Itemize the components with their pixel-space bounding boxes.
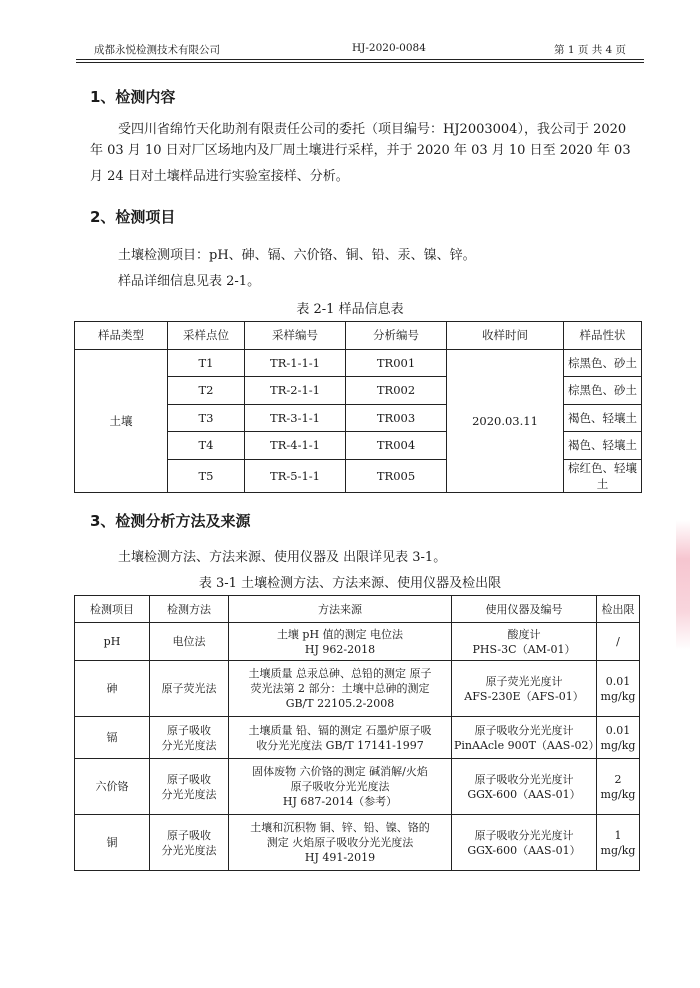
body-line [90,138,638,164]
source-cell-line: 土壤质量 总汞总砷、总铅的测定 原子 [248,667,432,680]
source-cell-line: 测定 火焰原子吸收分光光度法 [266,836,414,849]
method-cell-line: 分光光度法 [161,738,217,752]
analysis-no-cell: TR005 [346,459,447,492]
limit-cell-line: / [616,635,620,648]
table-row [75,717,640,759]
method-cell [150,759,229,815]
method-cell [150,661,229,717]
method-table-body [75,623,640,871]
limit-cell [597,815,640,871]
analysis-no-cell: TR003 [346,404,447,432]
column-header: 方法来源 [229,596,452,623]
section-3-line1: 土壤检测方法、方法来源、使用仪器及 出限详见表 3-1。 [118,550,447,565]
method-cell [150,717,229,759]
instrument-cell-line: PHS-3C（AM-01） [472,642,576,656]
source-cell [229,759,452,815]
method-cell-line: 分光光度法 [161,843,217,857]
item-cell: 镉 [75,717,150,759]
item-cell: 六价铬 [75,759,150,815]
table-row [75,623,640,661]
limit-cell [597,717,640,759]
column-header: 收样时间 [447,322,564,350]
limit-cell-line: 0.01 [605,723,631,737]
table-row [75,661,640,717]
method-cell-line: 原子吸收 [167,828,211,842]
source-cell-line: 土壤 pH 值的测定 电位法 [276,627,404,641]
method-cell [150,623,229,661]
sample-no-cell: TR-1-1-1 [245,349,346,377]
instrument-cell-line: GGX-600（AAS-01） [467,787,581,801]
analysis-no-cell: TR001 [346,349,447,377]
instrument-cell-line: 酸度计 [507,627,541,641]
column-header: 样品性状 [564,322,642,350]
point-cell: T1 [168,349,245,377]
sample-no-cell: TR-5-1-1 [245,459,346,492]
column-header: 检出限 [597,596,640,623]
receive-time-cell: 2020.03.11 [447,349,564,492]
header-report-no: HJ-2020-0084 [352,42,426,54]
analysis-no-cell: TR002 [346,377,447,405]
sample-info-table [74,321,642,493]
header-divider [76,59,644,60]
column-header: 采样编号 [245,322,346,350]
section-2-line2: 样品详细信息见表 2-1。 [118,274,261,289]
table-header-row [75,322,642,350]
body-line-text: 月 24 日对土壤样品进行实验室接样、分析。 [90,169,349,184]
header-divider [76,62,644,63]
sample-no-cell: TR-3-1-1 [245,404,346,432]
instrument-cell [452,661,597,717]
column-header: 检测项目 [75,596,150,623]
item-cell: 铜 [75,815,150,871]
instrument-cell [452,815,597,871]
limit-cell-line: mg/kg [600,843,636,857]
instrument-cell [452,717,600,759]
instrument-cell-line: GGX-600（AAS-01） [467,843,581,857]
method-table [74,595,640,871]
source-cell-line: HJ 962-2018 [304,642,376,656]
source-cell-line: 荧光法第 2 部分：土壤中总砷的测定 [250,682,430,695]
limit-cell [597,759,640,815]
source-cell-line: 固体废物 六价铬的测定 碱消解/火焰 [252,765,428,778]
item-cell: pH [75,623,150,661]
source-cell-line: 原子吸收分光光度法 [290,780,390,793]
point-cell: T5 [168,459,245,492]
point-cell: T3 [168,404,245,432]
property-cell: 棕黑色、砂土 [564,377,642,405]
table-header-row [75,596,640,623]
source-cell-line: HJ 491-2019 [304,851,376,864]
instrument-cell-line: 原子吸收分光光度计 [474,723,574,737]
section-1-title: 1、检测内容 [90,88,176,106]
instrument-cell-line: PinAAcle 900T（AAS-02） [454,738,600,752]
method-cell-line: 原子吸收 [167,772,211,786]
column-header: 采样点位 [168,322,245,350]
source-cell [229,623,452,661]
limit-cell-line: 0.01 [605,674,631,688]
method-cell-line: 原子荧光法 [161,682,217,695]
property-cell: 棕黑色、砂土 [564,349,642,377]
section-2-line1: 土壤检测项目：pH、砷、镉、六价铬、铜、铅、汞、镍、锌。 [118,248,476,263]
sample-type-cell: 土壤 [75,349,168,492]
seal-mark [676,520,690,650]
sample-no-cell: TR-4-1-1 [245,432,346,460]
method-cell-line: 电位法 [172,635,206,648]
source-cell [229,661,452,717]
source-cell-line: 收分光光度法 GB/T 17141-1997 [256,738,424,752]
point-cell: T4 [168,432,245,460]
source-cell [229,717,452,759]
table-row [75,349,642,377]
column-header: 检测方法 [150,596,229,623]
table-row [75,759,640,815]
header-company: 成都永悦检测技术有限公司 [94,44,220,56]
instrument-cell [452,759,597,815]
point-cell: T2 [168,377,245,405]
table-row [75,815,640,871]
table-3-1-caption: 表 3-1 土壤检测方法、方法来源、使用仪器及检出限 [198,576,502,591]
limit-cell-line: 2 [614,772,622,786]
column-header: 分析编号 [346,322,447,350]
method-cell-line: 分光光度法 [161,787,217,801]
limit-cell [597,623,640,661]
limit-cell-line: mg/kg [600,689,636,703]
sample-no-cell: TR-2-1-1 [245,377,346,405]
limit-cell-line: 1 [614,828,622,842]
instrument-cell-line: 原子荧光光度计 [485,674,563,688]
body-line: 受四川省绵竹天化助剂有限责任公司的委托（项目编号：HJ2003004），我公司于 2020 [118,122,627,137]
section-3-title: 3、检测分析方法及来源 [90,512,251,530]
instrument-cell [452,623,597,661]
instrument-cell-line: 原子吸收分光光度计 [474,772,574,786]
body-line-text: 年 03 月 10 日对厂区场地内及厂周土壤进行采样，并于 2020 年 03 月 10 日至 2020 年 03 [90,143,631,158]
source-cell-line: 土壤质量 铅、镉的测定 石墨炉原子吸 [248,723,432,737]
column-header: 使用仪器及编号 [452,596,597,623]
source-cell [229,815,452,871]
instrument-cell-line: 原子吸收分光光度计 [474,828,574,842]
property-cell: 棕红色、轻壤土 [564,459,642,492]
instrument-cell-line: AFS-230E（AFS-01） [464,689,584,703]
item-cell: 砷 [75,661,150,717]
section-2-title: 2、检测项目 [90,208,176,226]
limit-cell-line: mg/kg [600,787,636,801]
body-line [90,164,638,190]
source-cell-line: 土壤和沉积物 铜、锌、铅、镍、铬的 [250,821,430,834]
analysis-no-cell: TR004 [346,432,447,460]
column-header: 样品类型 [75,322,168,350]
source-cell-line: HJ 687-2014（参考） [282,795,398,808]
limit-cell [597,661,640,717]
method-cell-line: 原子吸收 [167,723,211,737]
table-2-1-caption: 表 2-1 样品信息表 [296,302,404,317]
method-cell [150,815,229,871]
source-cell-line: GB/T 22105.2-2008 [285,697,395,710]
header-page: 第 1 页 共 4 页 [554,44,627,56]
property-cell: 褐色、轻壤土 [564,432,642,460]
limit-cell-line: mg/kg [600,738,636,752]
property-cell: 褐色、轻壤土 [564,404,642,432]
